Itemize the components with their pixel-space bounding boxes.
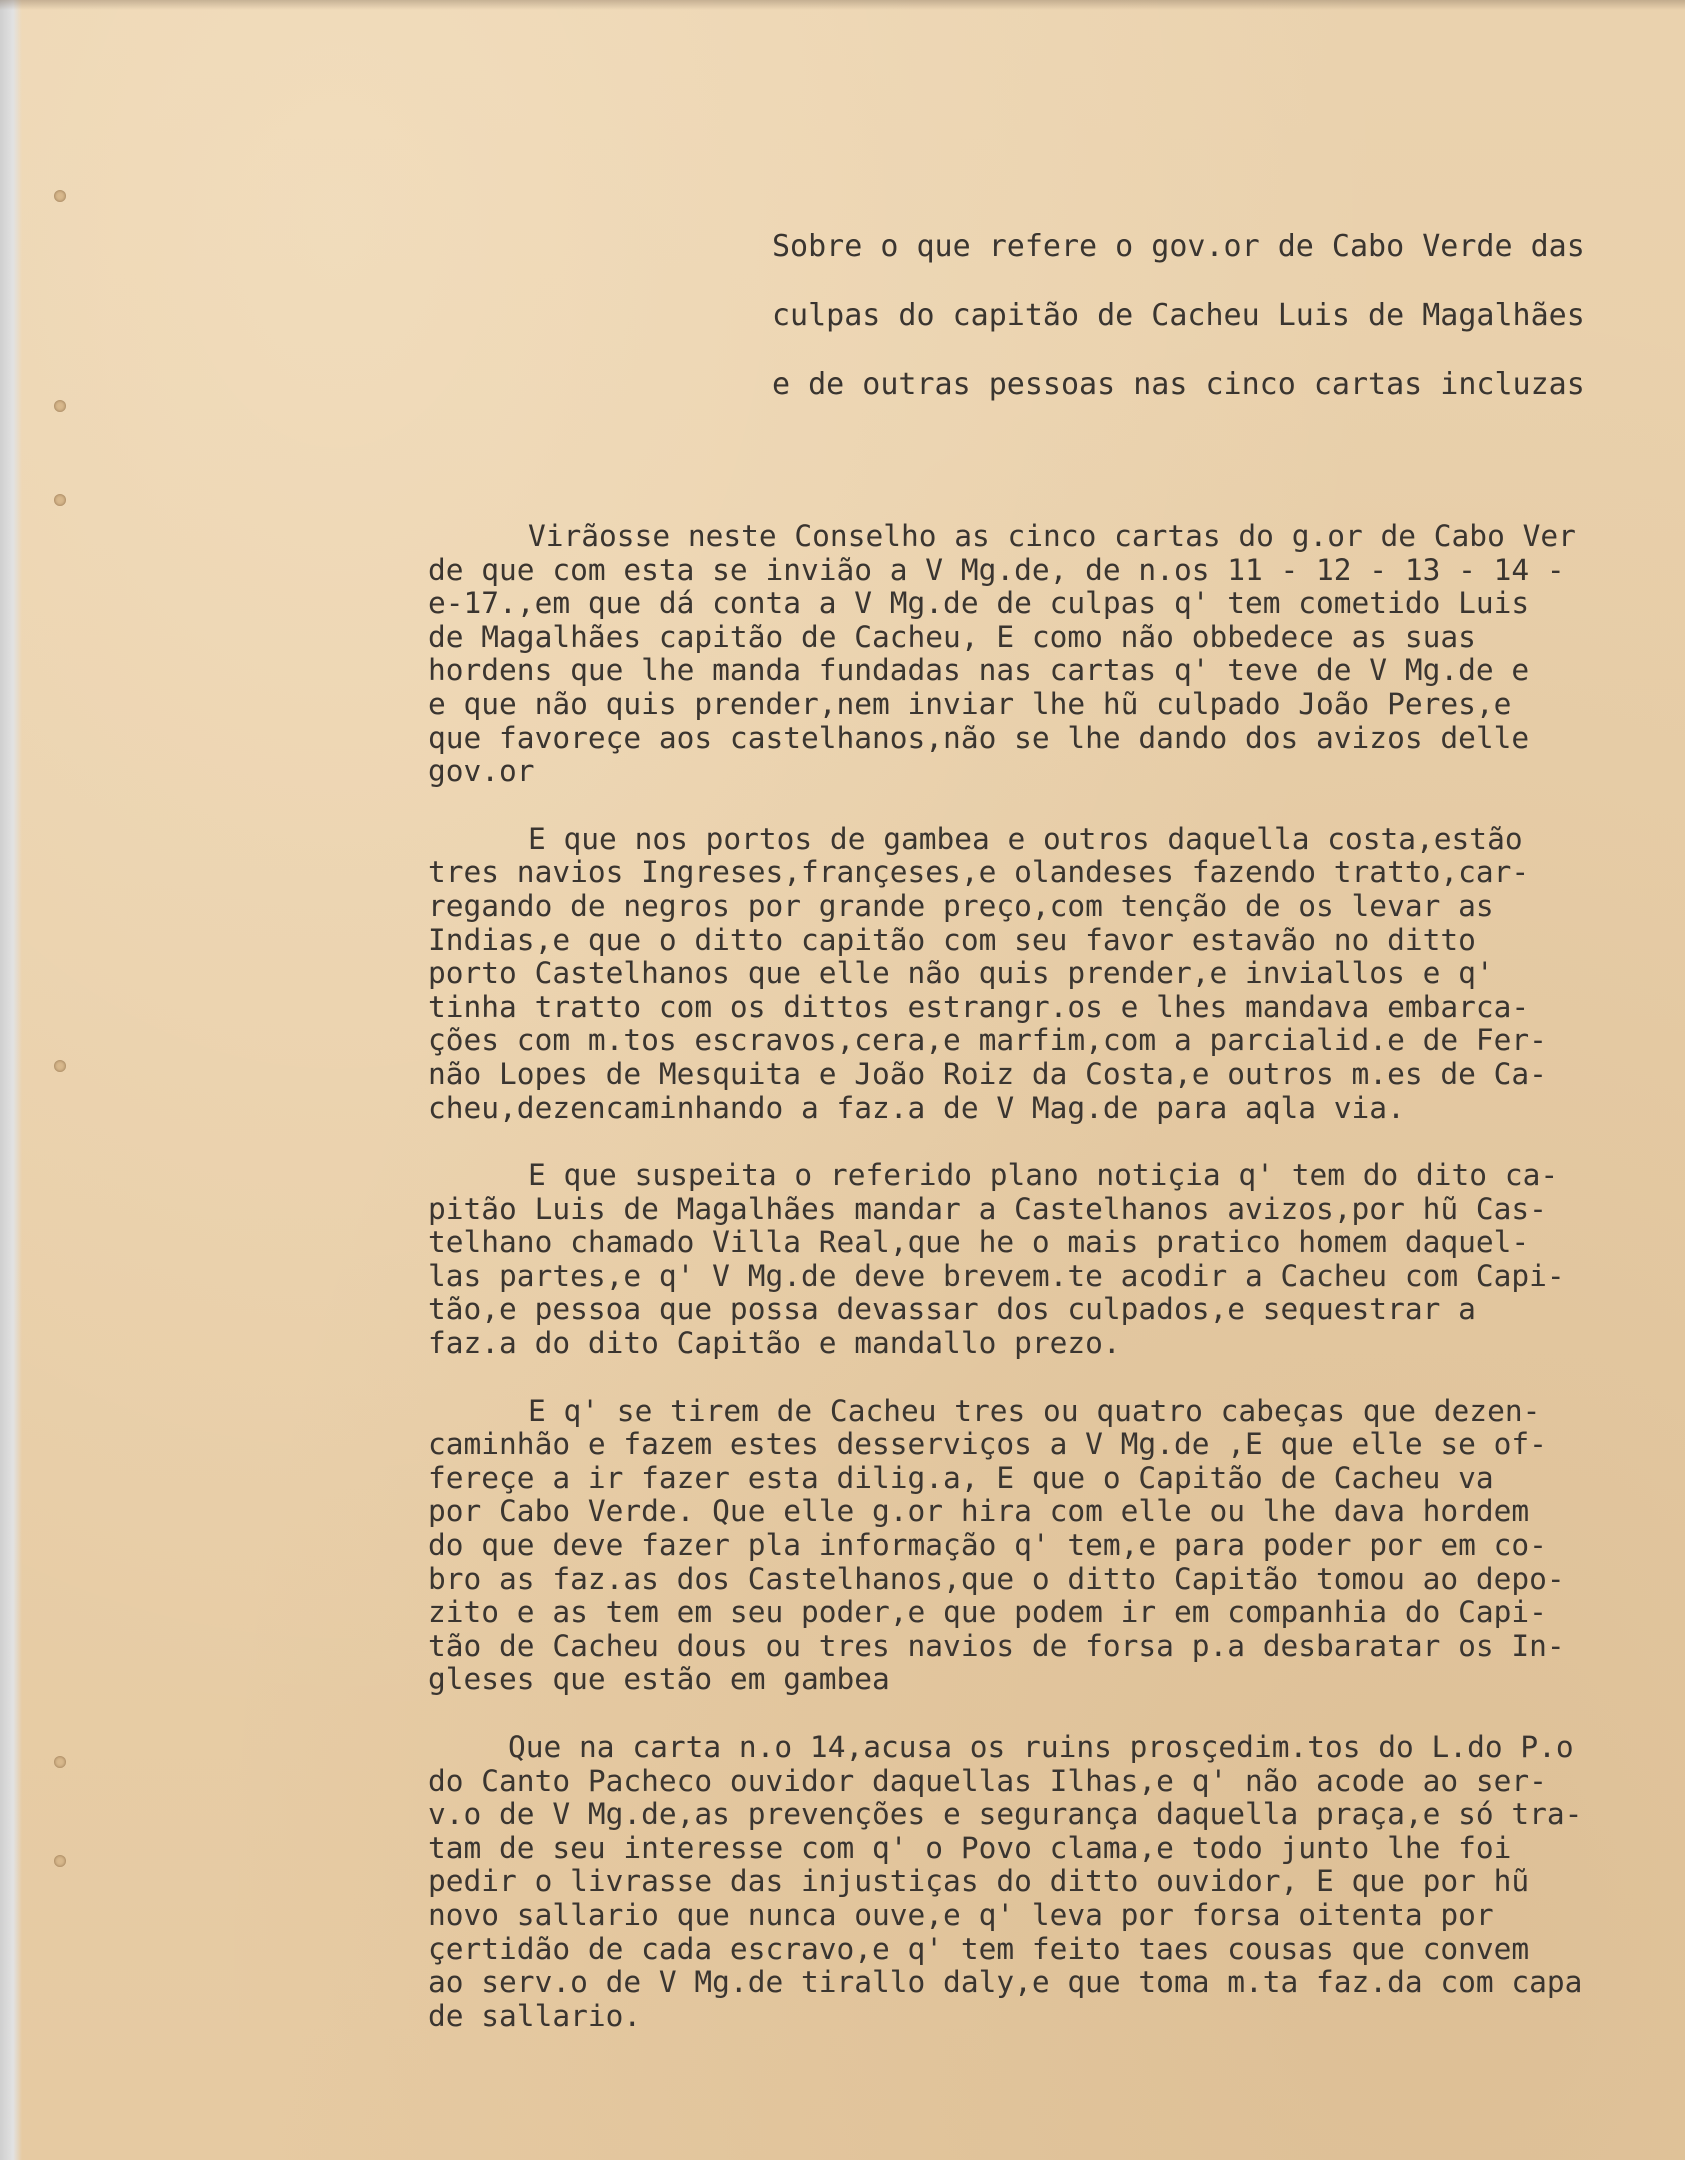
text-line: e que não quis prender,nem inviar lhe hũ culpado João Peres,e [428,686,1512,721]
text-line: porto Castelhanos que elle não quis prender,e inviallos e q' [428,956,1494,991]
paragraph [428,1159,1678,1361]
punch-hole [54,1060,66,1072]
text-line: pitão Luis de Magalhães mandar a Castelhanos avizos,por hũ Cas- [428,1191,1547,1226]
punch-hole [54,494,66,506]
paragraph [428,520,1678,789]
text-line: do que deve fazer pla informação q' tem,e para poder por em co- [428,1528,1547,1563]
text-line: zito e as tem em seu poder,e que podem ir em companhia do Capi- [428,1595,1547,1630]
summary-line: culpas do capitão de Cacheu Luis de Magalhães [772,298,1585,333]
text-line: las partes,e q' V Mg.de deve brevem.te acodir a Cacheu com Capi- [428,1258,1565,1293]
text-line: tres navios Ingreses,françeses,e olandeses fazendo tratto,car- [428,855,1530,890]
text-line: E que suspeita o referido plano notiçia q' tem do dito ca- [528,1158,1559,1193]
document-body [428,520,1678,2067]
text-line: Virãosse neste Conselho as cinco cartas do g.or de Cabo Ver [528,519,1576,553]
text-line: de Magalhães capitão de Cacheu, E como não obbedece as suas [428,619,1476,654]
text-line: tão de Cacheu dous ou tres navios de forsa p.a desbaratar os In- [428,1628,1565,1663]
text-line: novo sallario que nunca ouve,e q' leva por forsa oitenta por [428,1897,1494,1932]
text-line: de que com esta se invião a V Mg.de, de n.os 11 - 12 - 13 - 14 - [428,552,1565,587]
text-line: v.o de V Mg.de,as prevenções e segurança daquella praça,e só tra- [428,1797,1583,1832]
text-line: Indias,e que o ditto capitão com seu favor estavão no ditto [428,922,1476,957]
text-line: ao serv.o de V Mg.de tirallo daly,e que toma m.ta faz.da com capa [428,1965,1583,2000]
punch-hole [54,1756,66,1768]
text-line: gleses que estão em gambea [428,1662,890,1697]
text-line: bro as faz.as dos Castelhanos,que o ditto Capitão tomou ao depo- [428,1561,1565,1596]
text-line: E q' se tirem de Cacheu tres ou quatro cabeças que dezen- [528,1393,1541,1428]
paragraph [428,1395,1678,1697]
text-line: por Cabo Verde. Que elle g.or hira com elle ou lhe dava hordem [428,1494,1530,1529]
text-line: do Canto Pacheco ouvidor daquellas Ilhas,e q' não acode ao ser- [428,1763,1547,1798]
text-line: hordens que lhe manda fundadas nas cartas q' teve de V Mg.de e [428,653,1530,688]
text-line: telhano chamado Villa Real,que he o mais pratico homem daquel- [428,1225,1530,1260]
summary-heading [772,212,1672,419]
text-line: e-17.,em que dá conta a V Mg.de de culpas q' tem cometido Luis [428,586,1530,621]
text-line: E que nos portos de gambea e outros daquella costa,estão [528,821,1523,856]
text-line: çertidão de cada escravo,e q' tem feito taes cousas que convem [428,1931,1530,1966]
summary-line: Sobre o que refere o gov.or de Cabo Verde das [772,229,1585,264]
text-line: não Lopes de Mesquita e João Roiz da Costa,e outros m.es de Ca- [428,1056,1547,1091]
punch-hole [54,1855,66,1867]
text-line: ções com m.tos escravos,cera,e marfim,com a parcialid.e de Fer- [428,1023,1547,1058]
text-line: Que na carta n.o 14,acusa os ruins prosçedim.tos do L.do P.o [508,1730,1574,1764]
scan-left-edge [0,0,22,2160]
text-line: tam de seu interesse com q' o Povo clama,e todo junto lhe foi [428,1830,1512,1865]
text-line: cheu,dezencaminhando a faz.a de V Mag.de para aqla via. [428,1090,1405,1125]
text-line: fereçe a ir fazer esta dilig.a, E que o Capitão de Cacheu va [428,1460,1494,1495]
paragraph [428,1731,1678,2033]
punch-hole [54,190,66,202]
text-line: gov.or [428,754,535,789]
text-line: regando de negros por grande preço,com tenção de os levar as [428,888,1494,923]
text-line: tinha tratto com os dittos estrangr.os e lhes mandava embarca- [428,989,1530,1024]
text-line: faz.a do dito Capitão e mandallo prezo. [428,1326,1121,1361]
scan-top-edge [0,0,1685,10]
text-line: que favoreçe aos castelhanos,não se lhe dando dos avizos delle [428,720,1530,755]
text-line: tão,e pessoa que possa devassar dos culpados,e sequestrar a [428,1292,1476,1327]
text-line: pedir o livrasse das injustiças do ditto ouvidor, E que por hũ [428,1864,1530,1899]
text-line: de sallario. [428,1998,642,2033]
paragraph [428,823,1678,1125]
punch-hole [54,400,66,412]
text-line: caminhão e fazem estes desserviços a V Mg.de ,E que elle se of- [428,1427,1547,1462]
summary-line: e de outras pessoas nas cinco cartas incluzas [772,367,1585,402]
